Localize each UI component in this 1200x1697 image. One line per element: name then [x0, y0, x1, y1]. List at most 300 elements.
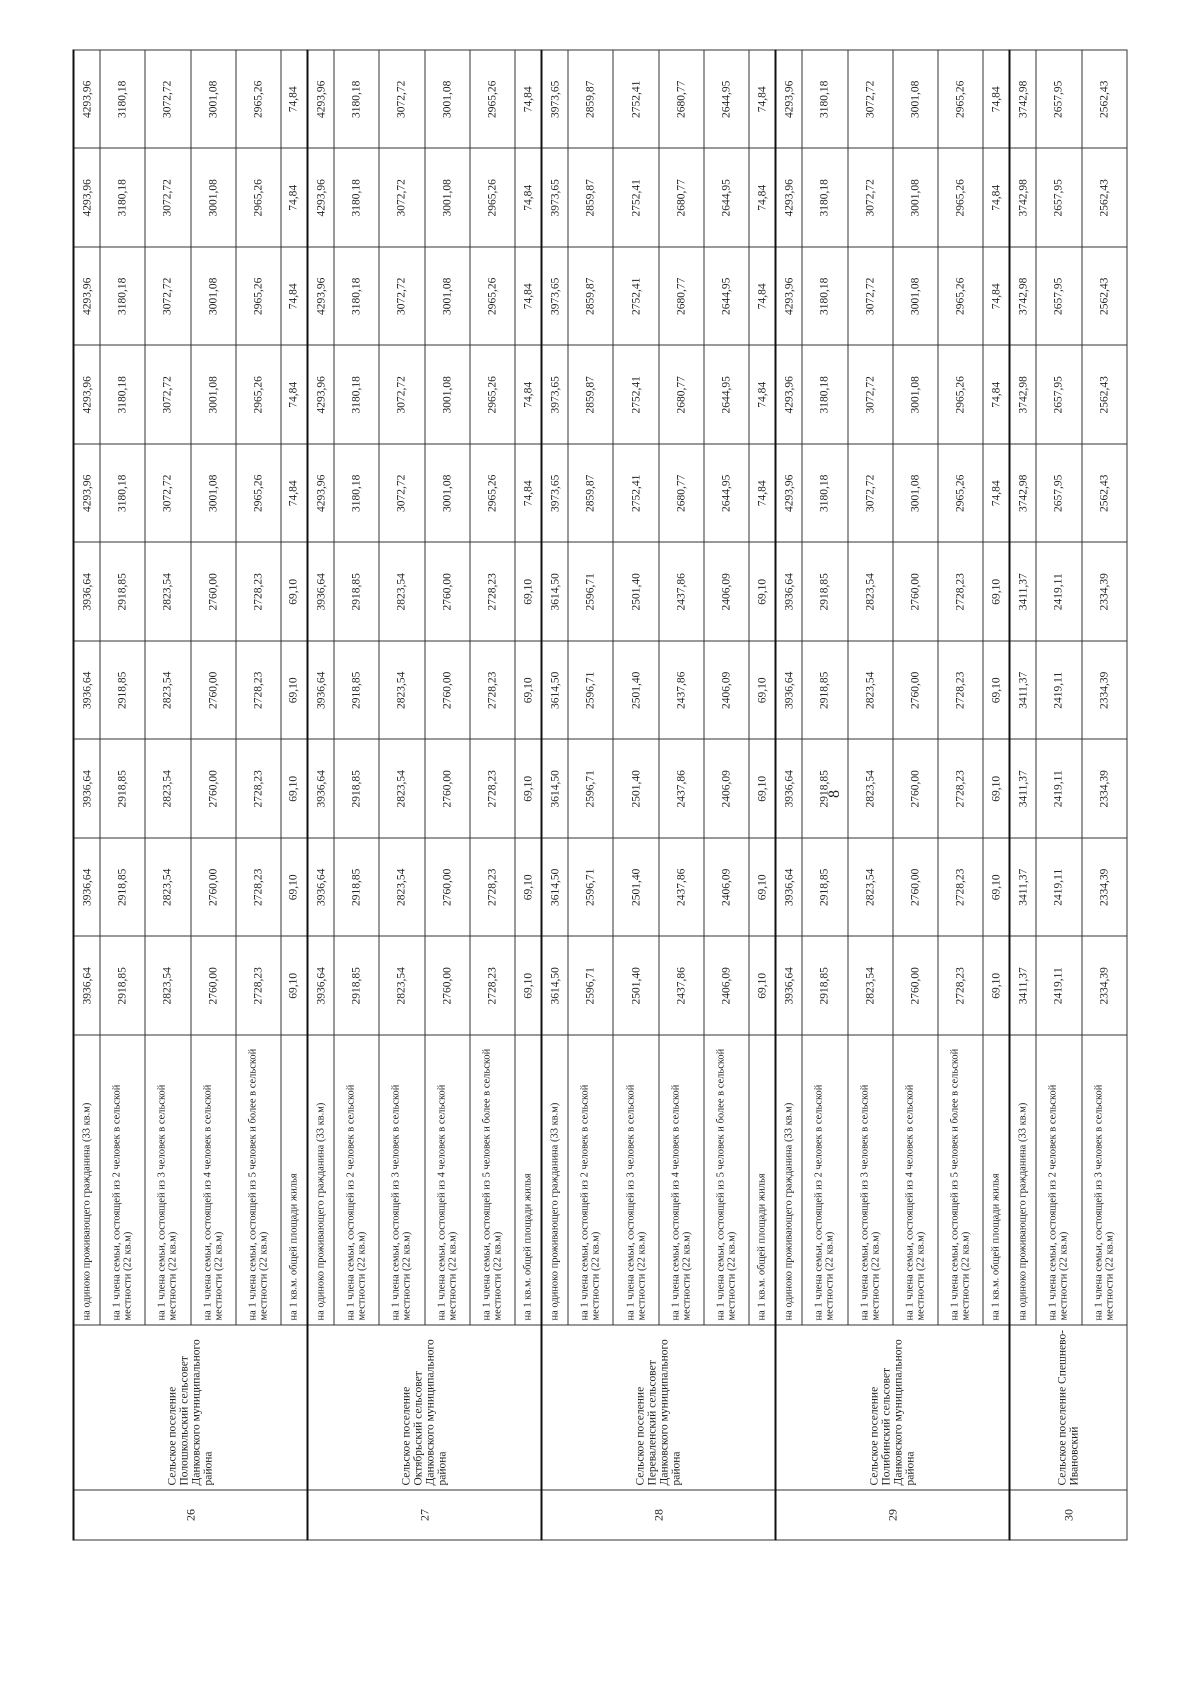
rate-value: 2823,54 — [379, 838, 424, 937]
rate-value: 2918,85 — [334, 740, 379, 839]
table-row — [334, 50, 379, 1540]
rate-value: 2728,23 — [938, 740, 983, 839]
rate-value: 3072,72 — [145, 149, 190, 248]
rate-value: 69,10 — [749, 937, 776, 1036]
rate-value: 3936,64 — [776, 740, 803, 839]
rate-value: 4293,96 — [74, 50, 101, 149]
rate-value: 2752,41 — [613, 346, 658, 445]
row-index: 26 — [74, 1490, 308, 1540]
rate-value: 3072,72 — [848, 444, 893, 543]
rate-value: 4293,96 — [74, 346, 101, 445]
rate-value: 3072,72 — [379, 149, 424, 248]
rate-value: 2760,00 — [191, 641, 236, 740]
rate-value: 3001,08 — [425, 247, 470, 346]
rate-value: 2437,86 — [659, 838, 704, 937]
table-row — [515, 50, 542, 1540]
rate-value: 2680,77 — [659, 50, 704, 149]
rate-value: 69,10 — [749, 543, 776, 642]
rate-value: 2823,54 — [848, 838, 893, 937]
rate-description: на 1 члена семьи, состоящей из 5 человек и более в сельской местности (22 кв.м) — [236, 1035, 281, 1325]
rate-value: 2501,40 — [613, 740, 658, 839]
rate-value: 74,84 — [983, 247, 1010, 346]
rate-value: 4293,96 — [74, 444, 101, 543]
rate-description: на 1 кв.м. общей площади жилья — [515, 1035, 542, 1325]
rate-value: 3742,98 — [1010, 247, 1037, 346]
rate-value: 2965,26 — [938, 50, 983, 149]
table-row — [542, 50, 569, 1540]
rate-value: 74,84 — [983, 444, 1010, 543]
rate-value: 2965,26 — [470, 50, 515, 149]
rate-value: 2406,09 — [704, 641, 749, 740]
rate-value: 2823,54 — [848, 937, 893, 1036]
rate-value: 2760,00 — [893, 838, 938, 937]
rate-value: 2965,26 — [236, 444, 281, 543]
rate-value: 74,84 — [281, 444, 308, 543]
rate-value: 2596,71 — [568, 543, 613, 642]
rate-value: 2501,40 — [613, 543, 658, 642]
rate-value: 74,84 — [515, 247, 542, 346]
rate-description: на 1 члена семьи, состоящей из 5 человек и более в сельской местности (22 кв.м) — [938, 1035, 983, 1325]
rate-value: 3072,72 — [145, 50, 190, 149]
rate-value: 3936,64 — [74, 543, 101, 642]
table-row — [281, 50, 308, 1540]
rate-description: на 1 члена семьи, состоящей из 4 человек в сельской местности (22 кв.м) — [425, 1035, 470, 1325]
rate-value: 3973,65 — [542, 149, 569, 248]
rate-value: 2918,85 — [100, 937, 145, 1036]
rate-value: 2918,85 — [802, 740, 847, 839]
rate-description: на 1 члена семьи, состоящей из 4 человек в сельской местности (22 кв.м) — [893, 1035, 938, 1325]
rate-value: 3001,08 — [191, 149, 236, 248]
rate-value: 3072,72 — [848, 346, 893, 445]
rate-value: 2752,41 — [613, 444, 658, 543]
rate-value: 2823,54 — [145, 543, 190, 642]
rate-value: 2918,85 — [334, 937, 379, 1036]
rate-value: 69,10 — [515, 937, 542, 1036]
rate-description: на одиноко проживающего гражданина (33 кв.м) — [1010, 1035, 1037, 1325]
rate-value: 3614,50 — [542, 838, 569, 937]
rate-value: 74,84 — [281, 50, 308, 149]
rate-value: 3742,98 — [1010, 149, 1037, 248]
rate-value: 2918,85 — [100, 740, 145, 839]
municipality-name: Сельское поселение Октябрьский сельсовет Данковского муниципального района — [308, 1325, 542, 1490]
rate-value: 2918,85 — [802, 641, 847, 740]
rate-value: 2918,85 — [802, 937, 847, 1036]
rate-value: 2760,00 — [425, 641, 470, 740]
rate-value: 2596,71 — [568, 838, 613, 937]
rate-value: 2501,40 — [613, 937, 658, 1036]
rate-value: 3973,65 — [542, 247, 569, 346]
rate-value: 3001,08 — [893, 50, 938, 149]
row-index: 27 — [308, 1490, 542, 1540]
rate-value: 2419,11 — [1036, 740, 1081, 839]
rate-value: 3001,08 — [893, 346, 938, 445]
rate-value: 2859,87 — [568, 444, 613, 543]
rate-value: 3180,18 — [802, 50, 847, 149]
row-index: 29 — [776, 1490, 1010, 1540]
rate-value: 2596,71 — [568, 641, 613, 740]
table-row — [191, 50, 236, 1540]
rate-value: 3072,72 — [379, 50, 424, 149]
rate-value: 69,10 — [515, 641, 542, 740]
rate-value: 74,84 — [281, 346, 308, 445]
rate-value: 2680,77 — [659, 247, 704, 346]
rate-description: на 1 кв.м. общей площади жилья — [281, 1035, 308, 1325]
rate-value: 2680,77 — [659, 346, 704, 445]
rate-value: 2562,43 — [1082, 247, 1127, 346]
rate-value: 2596,71 — [568, 937, 613, 1036]
rate-value: 2437,86 — [659, 641, 704, 740]
rate-value: 2965,26 — [938, 444, 983, 543]
municipality-name: Сельское поселение Полибинский сельсовет Данковского муниципального района — [776, 1325, 1010, 1490]
table-row — [379, 50, 424, 1540]
rate-value: 3072,72 — [379, 346, 424, 445]
rate-value: 3180,18 — [334, 247, 379, 346]
rate-value: 3180,18 — [802, 247, 847, 346]
rate-value: 74,84 — [515, 444, 542, 543]
rate-description: на 1 члена семьи, состоящей из 2 человек в сельской местности (22 кв.м) — [1036, 1035, 1081, 1325]
table-row — [236, 50, 281, 1540]
rate-value: 2644,95 — [704, 346, 749, 445]
rate-value: 69,10 — [749, 641, 776, 740]
rate-value: 2657,95 — [1036, 346, 1081, 445]
rate-value: 3936,64 — [74, 937, 101, 1036]
rate-value: 4293,96 — [776, 444, 803, 543]
rate-value: 2859,87 — [568, 50, 613, 149]
rate-value: 74,84 — [749, 444, 776, 543]
rate-value: 2918,85 — [802, 543, 847, 642]
table-row — [1036, 50, 1081, 1540]
rate-description: на одиноко проживающего гражданина (33 кв.м) — [542, 1035, 569, 1325]
rate-value: 2918,85 — [100, 543, 145, 642]
rate-value: 2965,26 — [236, 149, 281, 248]
municipality-name: Сельское поселение Полошкольский сельсовет Данковского муниципального района — [74, 1325, 308, 1490]
rate-value: 2728,23 — [470, 641, 515, 740]
rate-value: 3614,50 — [542, 641, 569, 740]
rate-value: 2965,26 — [470, 247, 515, 346]
rate-description: на одиноко проживающего гражданина (33 кв.м) — [776, 1035, 803, 1325]
rate-value: 2760,00 — [425, 838, 470, 937]
page-number: 8 — [826, 790, 843, 798]
rate-value: 2657,95 — [1036, 50, 1081, 149]
rate-value: 74,84 — [515, 346, 542, 445]
rate-value: 69,10 — [281, 641, 308, 740]
rate-value: 2823,54 — [379, 543, 424, 642]
rate-value: 2760,00 — [191, 838, 236, 937]
rate-value: 3936,64 — [308, 838, 335, 937]
rate-value: 69,10 — [749, 838, 776, 937]
row-index: 28 — [542, 1490, 776, 1540]
rate-value: 2918,85 — [100, 838, 145, 937]
rate-value: 3742,98 — [1010, 346, 1037, 445]
rate-value: 3001,08 — [425, 444, 470, 543]
rate-value: 4293,96 — [308, 346, 335, 445]
rate-value: 3180,18 — [802, 444, 847, 543]
rate-value: 2644,95 — [704, 50, 749, 149]
rate-value: 2823,54 — [379, 740, 424, 839]
rate-value: 2644,95 — [704, 444, 749, 543]
rate-description: на 1 члена семьи, состоящей из 3 человек в сельской местности (22 кв.м) — [1082, 1035, 1127, 1325]
rate-value: 3936,64 — [308, 641, 335, 740]
rate-value: 3411,37 — [1010, 543, 1037, 642]
rate-value: 3001,08 — [893, 247, 938, 346]
rate-value: 69,10 — [515, 838, 542, 937]
rate-value: 2501,40 — [613, 641, 658, 740]
rate-value: 2760,00 — [425, 740, 470, 839]
rate-value: 3180,18 — [334, 149, 379, 248]
rate-value: 74,84 — [281, 247, 308, 346]
rate-value: 2823,54 — [848, 740, 893, 839]
rate-value: 2334,39 — [1082, 641, 1127, 740]
rate-value: 2918,85 — [100, 641, 145, 740]
rate-value: 2334,39 — [1082, 937, 1127, 1036]
rate-value: 3072,72 — [145, 346, 190, 445]
rate-description: на 1 члена семьи, состоящей из 2 человек в сельской местности (22 кв.м) — [334, 1035, 379, 1325]
rate-value: 74,84 — [749, 50, 776, 149]
rate-value: 3936,64 — [74, 641, 101, 740]
rate-value: 74,84 — [515, 50, 542, 149]
table-row — [983, 50, 1010, 1540]
rate-value: 74,84 — [983, 346, 1010, 445]
rate-value: 4293,96 — [308, 149, 335, 248]
rate-value: 3072,72 — [848, 149, 893, 248]
rate-value: 2419,11 — [1036, 543, 1081, 642]
rate-value: 2760,00 — [893, 641, 938, 740]
rate-value: 2562,43 — [1082, 444, 1127, 543]
table-row — [308, 50, 335, 1540]
rate-value: 4293,96 — [776, 149, 803, 248]
rate-value: 3001,08 — [893, 149, 938, 248]
rate-value: 2823,54 — [145, 937, 190, 1036]
rate-value: 2823,54 — [848, 543, 893, 642]
rate-value: 3180,18 — [100, 247, 145, 346]
municipality-name: Сельское поселение Спешнево-Ивановский — [1010, 1325, 1127, 1490]
rate-value: 2965,26 — [938, 346, 983, 445]
rate-value: 2419,11 — [1036, 937, 1081, 1036]
rate-value: 2728,23 — [938, 937, 983, 1036]
rate-value: 2562,43 — [1082, 149, 1127, 248]
table-row — [470, 50, 515, 1540]
rate-value: 2334,39 — [1082, 543, 1127, 642]
rate-value: 2728,23 — [938, 543, 983, 642]
table-row — [704, 50, 749, 1540]
rate-value: 2823,54 — [145, 838, 190, 937]
rate-value: 3936,64 — [74, 740, 101, 839]
rate-description: на 1 члена семьи, состоящей из 4 человек в сельской местности (22 кв.м) — [191, 1035, 236, 1325]
rate-value: 3411,37 — [1010, 740, 1037, 839]
rate-value: 3072,72 — [848, 247, 893, 346]
rate-value: 2823,54 — [379, 641, 424, 740]
rate-description: на 1 кв.м. общей площади жилья — [749, 1035, 776, 1325]
rate-value: 2760,00 — [191, 740, 236, 839]
rate-value: 2334,39 — [1082, 838, 1127, 937]
rate-value: 2728,23 — [938, 838, 983, 937]
rate-value: 3936,64 — [308, 937, 335, 1036]
rate-value: 2728,23 — [470, 543, 515, 642]
rate-value: 2680,77 — [659, 444, 704, 543]
rate-value: 3973,65 — [542, 444, 569, 543]
rate-value: 3411,37 — [1010, 937, 1037, 1036]
rate-value: 3072,72 — [145, 444, 190, 543]
rate-value: 3936,64 — [308, 543, 335, 642]
rate-value: 74,84 — [749, 346, 776, 445]
rate-value: 2657,95 — [1036, 444, 1081, 543]
rate-value: 2752,41 — [613, 247, 658, 346]
rate-value: 4293,96 — [74, 247, 101, 346]
rate-value: 3180,18 — [100, 50, 145, 149]
rate-value: 3180,18 — [802, 149, 847, 248]
rate-value: 2728,23 — [236, 740, 281, 839]
rate-value: 2918,85 — [334, 641, 379, 740]
rate-value: 69,10 — [515, 740, 542, 839]
rate-value: 2334,39 — [1082, 740, 1127, 839]
rate-value: 2752,41 — [613, 50, 658, 149]
rate-value: 2760,00 — [893, 543, 938, 642]
rate-value: 69,10 — [983, 937, 1010, 1036]
rate-value: 2965,26 — [470, 346, 515, 445]
rate-value: 2823,54 — [379, 937, 424, 1036]
rates-table — [73, 50, 1128, 1541]
rate-value: 2728,23 — [470, 937, 515, 1036]
rate-value: 3973,65 — [542, 346, 569, 445]
rate-value: 3180,18 — [100, 444, 145, 543]
rate-value: 2823,54 — [848, 641, 893, 740]
rate-value: 2437,86 — [659, 543, 704, 642]
rate-value: 2752,41 — [613, 149, 658, 248]
rate-value: 2644,95 — [704, 247, 749, 346]
rate-value: 3001,08 — [425, 50, 470, 149]
rate-value: 3001,08 — [893, 444, 938, 543]
table-row — [776, 50, 803, 1540]
rate-value: 2760,00 — [425, 937, 470, 1036]
rate-value: 4293,96 — [308, 50, 335, 149]
rate-value: 69,10 — [983, 838, 1010, 937]
rate-value: 4293,96 — [74, 149, 101, 248]
rate-value: 2728,23 — [236, 543, 281, 642]
table-row — [1082, 50, 1127, 1540]
rate-value: 4293,96 — [308, 247, 335, 346]
rate-value: 2965,26 — [236, 50, 281, 149]
rate-value: 2760,00 — [425, 543, 470, 642]
rate-value: 3614,50 — [542, 740, 569, 839]
rate-description: на 1 члена семьи, состоящей из 2 человек в сельской местности (22 кв.м) — [100, 1035, 145, 1325]
rate-value: 2859,87 — [568, 346, 613, 445]
table-row — [74, 50, 101, 1540]
rate-value: 3180,18 — [100, 346, 145, 445]
rate-description: на одиноко проживающего гражданина (33 кв.м) — [74, 1035, 101, 1325]
rate-value: 3936,64 — [308, 740, 335, 839]
rate-value: 2965,26 — [236, 346, 281, 445]
rate-value: 2823,54 — [145, 641, 190, 740]
rate-value: 3072,72 — [379, 247, 424, 346]
rate-value: 69,10 — [281, 937, 308, 1036]
rate-value: 69,10 — [983, 740, 1010, 839]
rate-value: 3411,37 — [1010, 641, 1037, 740]
rate-value: 3072,72 — [379, 444, 424, 543]
rate-value: 3614,50 — [542, 937, 569, 1036]
rate-value: 3001,08 — [425, 149, 470, 248]
rate-value: 74,84 — [515, 149, 542, 248]
rate-value: 2501,40 — [613, 838, 658, 937]
table-row — [938, 50, 983, 1540]
rate-value: 2644,95 — [704, 149, 749, 248]
rate-value: 2680,77 — [659, 149, 704, 248]
rate-value: 69,10 — [281, 838, 308, 937]
rate-value: 3001,08 — [191, 444, 236, 543]
rate-value: 74,84 — [983, 50, 1010, 149]
rate-description: на 1 члена семьи, состоящей из 5 человек и более в сельской местности (22 кв.м) — [470, 1035, 515, 1325]
rate-value: 2437,86 — [659, 937, 704, 1036]
rate-value: 74,84 — [749, 149, 776, 248]
rate-value: 3180,18 — [334, 444, 379, 543]
rate-value: 2562,43 — [1082, 50, 1127, 149]
rate-value: 3001,08 — [191, 50, 236, 149]
rate-value: 2760,00 — [191, 937, 236, 1036]
rate-value: 2965,26 — [470, 149, 515, 248]
rates-table-body — [74, 50, 1128, 1540]
rate-value: 4293,96 — [308, 444, 335, 543]
rate-description: на одиноко проживающего гражданина (33 кв.м) — [308, 1035, 335, 1325]
rate-value: 69,10 — [749, 740, 776, 839]
rate-value: 2859,87 — [568, 149, 613, 248]
table-row — [568, 50, 613, 1540]
rate-value: 2437,86 — [659, 740, 704, 839]
rate-value: 3742,98 — [1010, 50, 1037, 149]
rate-value: 3936,64 — [776, 641, 803, 740]
table-row — [848, 50, 893, 1540]
rate-value: 69,10 — [983, 641, 1010, 740]
rate-description: на 1 члена семьи, состоящей из 3 человек в сельской местности (22 кв.м) — [379, 1035, 424, 1325]
rate-value: 2859,87 — [568, 247, 613, 346]
table-row — [893, 50, 938, 1540]
rate-value: 69,10 — [281, 543, 308, 642]
rate-value: 2965,26 — [470, 444, 515, 543]
rate-value: 3973,65 — [542, 50, 569, 149]
rate-description: на 1 члена семьи, состоящей из 4 человек в сельской местности (22 кв.м) — [659, 1035, 704, 1325]
rate-value: 2965,26 — [938, 149, 983, 248]
rate-value: 2728,23 — [938, 641, 983, 740]
table-row — [1010, 50, 1037, 1540]
table-row — [613, 50, 658, 1540]
rate-value: 2965,26 — [938, 247, 983, 346]
rate-value: 2728,23 — [236, 838, 281, 937]
rate-value: 2918,85 — [802, 838, 847, 937]
rate-value: 4293,96 — [776, 346, 803, 445]
rate-value: 3180,18 — [334, 346, 379, 445]
rate-value: 3072,72 — [848, 50, 893, 149]
rate-value: 4293,96 — [776, 50, 803, 149]
rate-value: 2406,09 — [704, 740, 749, 839]
rate-value: 2728,23 — [236, 937, 281, 1036]
rate-value: 2657,95 — [1036, 149, 1081, 248]
rate-value: 2823,54 — [145, 740, 190, 839]
rate-value: 2760,00 — [893, 937, 938, 1036]
rate-value: 69,10 — [983, 543, 1010, 642]
rate-value: 3072,72 — [145, 247, 190, 346]
rate-value: 2562,43 — [1082, 346, 1127, 445]
rate-value: 3936,64 — [74, 838, 101, 937]
rate-value: 2918,85 — [334, 543, 379, 642]
table-row — [145, 50, 190, 1540]
rate-value: 3180,18 — [802, 346, 847, 445]
rate-value: 2760,00 — [893, 740, 938, 839]
municipality-name: Сельское поселение Переваленский сельсовет Данковского муниципального района — [542, 1325, 776, 1490]
rate-value: 2918,85 — [334, 838, 379, 937]
rate-value: 3180,18 — [100, 149, 145, 248]
rate-value: 2728,23 — [236, 641, 281, 740]
rate-value: 69,10 — [281, 740, 308, 839]
rate-value: 2406,09 — [704, 543, 749, 642]
rate-value: 3411,37 — [1010, 838, 1037, 937]
